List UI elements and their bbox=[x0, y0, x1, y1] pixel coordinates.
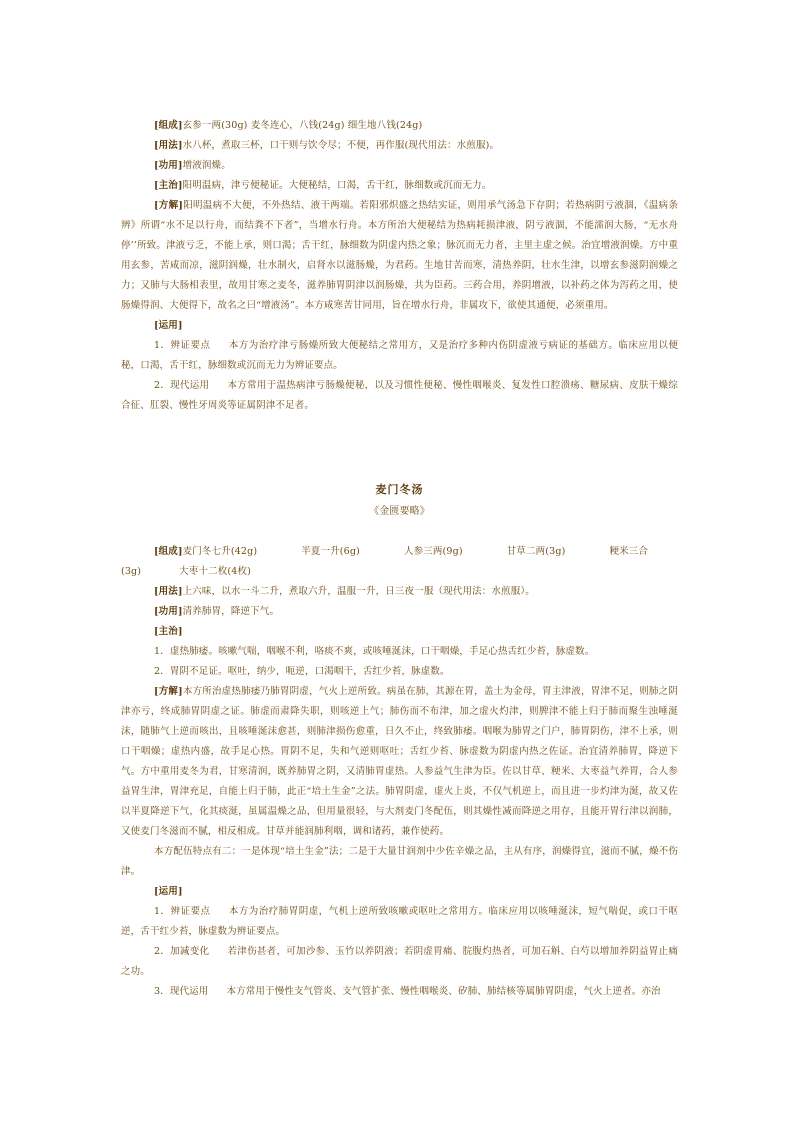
composition-continuation bbox=[121, 562, 678, 582]
analysis-text: 本方所治虚热肺痿乃肺胃阴虚，气火上逆所致。病虽在肺，其源在胃，盖土为金母，胃主津液，胃津不足，则肺之阴津亦亏，终成肺胃阴虚之证。肺虚而肃降失职，则咳逆上气；肺伤而不布津，加之虚火灼津，则脾津不能上归于肺而聚生浊唾涎沫，随肺气上逆而咳出，且咳唾涎沫愈甚，则肺津损伤愈重，日久不止，终致肺痿。咽喉为肺胃之门户，肺胃阴伤，津不上承，则口干咽燥；虚热内盛，故手足心热。胃阴不足，失和气逆则呕吐；舌红少苔、脉虚数为阴虚内热之佐证。治宜清养肺胃，降逆下气。方中重用麦冬为君，甘寒清润，既养肺胃之阴，又清肺胃虚热。人参益气生津为臣。佐以甘草、粳米、大枣益气养胃，合人参益胃生津，胃津充足，自能上归于肺，此正“培土生金”之法。肺胃阴虚，虚火上炎，不仅气机逆上，而且进一步灼津为涎，故又佐以半夏降逆下气，化其痰涎，虽属温燥之品，但用量很轻，与大剂麦门冬配伍，则其燥性减而降逆之用存，且能开胃行津以润肺，又使麦门冬滋而不腻，相反相成。甘草并能润肺利咽，调和诸药，兼作使药。 bbox=[121, 686, 679, 837]
application-heading: [运用] bbox=[154, 886, 183, 897]
indication-heading: [主治] bbox=[154, 180, 183, 191]
indication-paragraph bbox=[121, 176, 678, 196]
analysis-paragraph bbox=[121, 682, 678, 842]
ingredient: 人参三两(9g) bbox=[403, 546, 463, 557]
function-text: 清养肺胃，降逆下气。 bbox=[182, 606, 280, 617]
formula-source: 《金匮要略》 bbox=[369, 506, 430, 517]
ingredient: 粳米三合 bbox=[609, 546, 649, 557]
application-item-text: 本方常用于慢性支气管炎、支气管扩张、慢性咽喉炎、矽肺、肺结核等属肺胃阴虚，气火上逆者。亦治 bbox=[226, 986, 661, 997]
composition-paragraph bbox=[121, 116, 678, 136]
indication-heading-line bbox=[121, 622, 678, 642]
application-item-label: 1．辨证要点 bbox=[154, 906, 211, 917]
ingredient-dose: (3g) bbox=[121, 566, 142, 577]
application-item-label: 3．现代运用 bbox=[154, 986, 209, 997]
composition-heading: [组成] bbox=[154, 546, 183, 557]
application-heading-line bbox=[121, 882, 678, 902]
usage-text: 上六味，以水一斗二升，煮取六升，温服一升，日三夜一服（现代用法：水煎服）。 bbox=[182, 586, 535, 597]
function-heading: [功用] bbox=[154, 606, 183, 617]
application-item-label: 1．辨证要点 bbox=[154, 340, 211, 351]
ingredient: 大枣十二枚(4枚) bbox=[179, 566, 251, 577]
application-item bbox=[121, 982, 678, 1002]
application-item-label: 2．现代运用 bbox=[154, 380, 210, 391]
function-paragraph bbox=[121, 602, 678, 622]
composition-text: 玄参一两(30g) 麦冬连心，八钱(24g) 细生地八钱(24g) bbox=[182, 120, 423, 131]
indication-item: 2．胃阴不足证。呕吐，纳少，呃逆，口渴咽干，舌红少苔，脉虚数。 bbox=[154, 666, 450, 677]
usage-paragraph bbox=[121, 136, 678, 156]
application-item bbox=[121, 902, 678, 942]
application-item bbox=[121, 376, 678, 416]
application-item bbox=[121, 942, 678, 982]
formula-zengye-section bbox=[121, 116, 678, 416]
analysis-paragraph bbox=[121, 196, 678, 316]
application-heading-line bbox=[121, 316, 678, 336]
ingredient: 半夏一升(6g) bbox=[301, 546, 360, 557]
ingredient: 麦门冬七升(42g) bbox=[182, 546, 258, 557]
feature-paragraph: 本方配伍特点有二：一是体现“培土生金”法；二是于大量甘润剂中少佐辛燥之品，主从有序，润燥得宜，滋而不腻，燥不伤津。 bbox=[121, 846, 678, 877]
indication-text: 阳明温病，津亏便秘证。大便秘结，口渴，舌干红，脉细数或沉而无力。 bbox=[182, 180, 492, 191]
application-item bbox=[121, 336, 678, 376]
function-paragraph bbox=[121, 156, 678, 176]
ingredient: 甘草二两(3g) bbox=[506, 546, 566, 557]
application-heading: [运用] bbox=[154, 320, 183, 331]
formula-title: 麦门冬汤 bbox=[375, 483, 424, 496]
function-text: 增液润燥。 bbox=[182, 160, 231, 171]
usage-heading: [用法] bbox=[154, 140, 183, 151]
application-item-text: 本方常用于温热病津亏肠燥便秘，以及习惯性便秘、慢性咽喉炎、复发性口腔溃疡、糖尿病、皮肤干燥综合征、肛裂、慢性牙周炎等证属阴津不足者。 bbox=[121, 380, 678, 411]
application-item-text: 若津伤甚者，可加沙参、玉竹以养阴液；若阴虚胃痛、脘腹灼热者，可加石斛、白芍以增加养阴益胃止痛之功。 bbox=[121, 946, 678, 977]
analysis-heading: [方解] bbox=[154, 200, 184, 211]
usage-heading: [用法] bbox=[154, 586, 183, 597]
analysis-heading: [方解] bbox=[154, 686, 183, 697]
formula-maimendong-section bbox=[121, 466, 678, 1002]
function-heading: [功用] bbox=[154, 160, 183, 171]
usage-paragraph bbox=[121, 582, 678, 602]
indication-item: 1．虚热肺痿。咳嗽气喘，咽喉不利，咯痰不爽，或咳唾涎沫，口干咽燥，手足心热舌红少苔，脉虚数。 bbox=[154, 646, 595, 657]
application-item-label: 2．加减变化 bbox=[154, 946, 210, 957]
composition-heading: [组成] bbox=[154, 120, 183, 131]
application-item-text: 本方为治疗津亏肠燥所致大便秘结之常用方，又是治疗多种内伤阴虚液亏病证的基础方。临床应用以便秘，口渴，舌干红，脉细数或沉而无力为辨证要点。 bbox=[121, 340, 678, 371]
usage-text: 水八杯，煮取三杯，口干则与饮令尽；不便，再作服(现代用法：水煎服)。 bbox=[182, 140, 500, 151]
indication-heading: [主治] bbox=[154, 626, 183, 637]
application-item-text: 本方为治疗肺胃阴虚，气机上逆所致咳嗽或呕吐之常用方。临床应用以咳唾涎沫，短气喘促，或口干呕逆，舌干红少苔，脉虚数为辨证要点。 bbox=[121, 906, 678, 937]
analysis-text: 阳明温病不大便，不外热结、液干两端。若阳邪炽盛之热结实证，则用承气汤急下存阴；若热病阴亏液涸，《温病条辨》所谓“水不足以行舟，而结粪不下者”，当增水行舟。本方所治大便秘结为热病耗损津液，阴亏液涸，不能濡润大肠，“无水舟停’’所致。津液亏乏，不能上承，则口渴；舌干红，脉细数为阴虚内热之象；脉沉而无力者，主里主虚之候。治宜增液润燥。方中重用玄参，苦咸而凉，滋阴润燥，壮水制火，启肾水以滋肠燥，为君药。生地甘苦而寒，清热养阴，壮水生津，以增玄参滋阴润燥之力；又肺与大肠相表里，故用甘寒之麦冬，滋养肺胃阴津以润肠燥，共为臣药。三药合用，养阴增液，以补药之体为泻药之用，使肠燥得润、大便得下，故名之曰“增液汤”。本方咸寒苦甘同用，旨在增水行舟，非属攻下，欲使其通便，必须重用。 bbox=[121, 200, 679, 311]
composition-paragraph bbox=[121, 542, 678, 562]
